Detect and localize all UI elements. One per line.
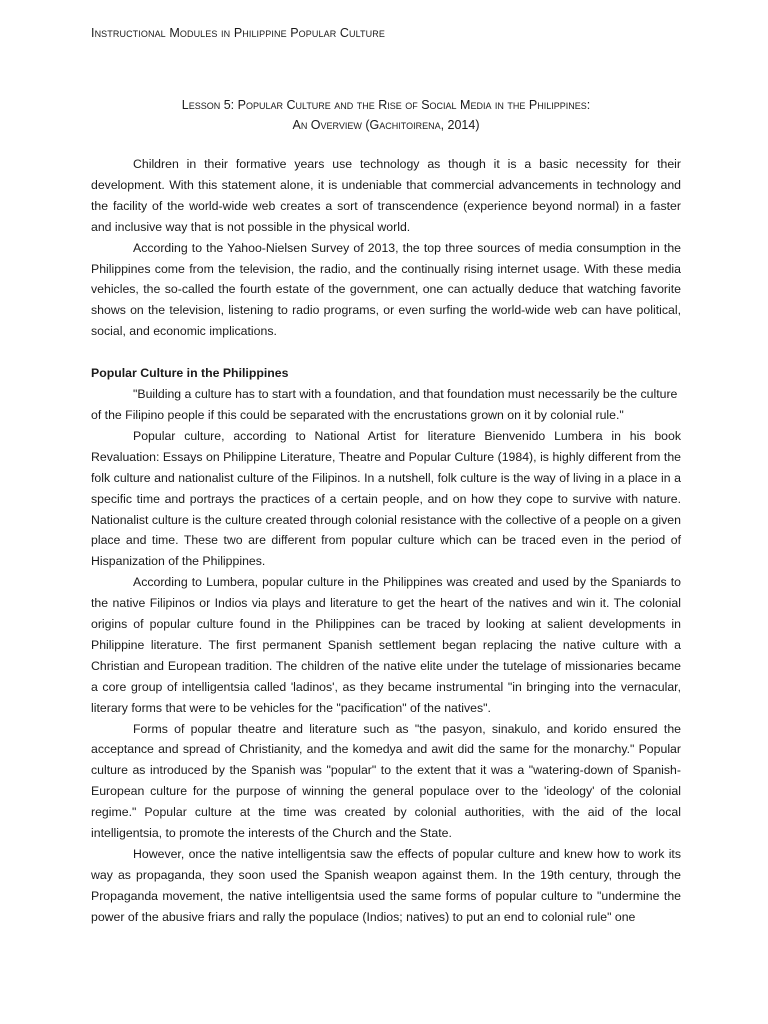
paragraph-section-3: Forms of popular theatre and literature such as "the pasyon, sinakulo, and korido ensured the acceptance and spread of Christianity, and the komedya and awit did the same for the monarchy." Popular culture as introduced by the Spanish was "popular" to the extent that it was a "watering-down of Spanish-European culture for the purpose of winning the general populace over to the 'ideology' of the colonial regime." Popular culture at the time was created by colonial authorities, with the aid of the local intelligentsia, to promote the interests of the Church and the State. [91, 721, 681, 841]
page-header: Instructional Modules in Philippine Popular Culture [91, 26, 385, 40]
paragraph-intro-1: Children in their formative years use technology as though it is a basic necessity for their development. With this statement alone, it is undeniable that commercial advancements in technology and the facility of the world-wide web creates a sort of transcendence (experience beyond normal) in a faster and inclusive way that is not possible in the physical world. [91, 157, 681, 234]
paragraph-section-4: However, once the native intelligentsia saw the effects of popular culture and knew how to work its way as propaganda, they soon used the Spanish weapon against them. In the 19th century, through the Propaganda movement, the native intelligentsia used the same forms of popular culture to "undermine the power of the abusive friars and rally the populace (Indios; natives) to put an end to colonial rule" one [91, 847, 681, 924]
paragraph-section-1: Popular culture, according to National Artist for literature Bienvenido Lumbera in his book Revaluation: Essays on Philippine Literature, Theatre and Popular Culture (1984), is highly different from the folk culture and nationalist culture of the Filipinos. In a nutshell, folk culture is the way of living in a place in a specific time and portrays the practices of a certain people, and on how they cope to survive with nature. Nationalist culture is the culture created through colonial resistance with the collective of a people on a given place and time. These two are different from popular culture which can be traced even in the period of Hispanization of the Philippines. [91, 428, 681, 569]
lesson-title-line-1: Lesson 5: Popular Culture and the Rise of Social Media in the Philippines: [181, 98, 591, 112]
quote-paragraph: "Building a culture has to start with a foundation, and that foundation must necessarily be the culture of the Filipino people if this could be separated with the encrustations grown on it by colonial rule." [91, 387, 678, 422]
body-text [91, 154, 681, 928]
section-heading: Popular Culture in the Philippines [91, 366, 289, 381]
lesson-title-line-2: An Overview (Gachitoirena, 2014) [292, 118, 480, 132]
paragraph-section-2: According to Lumbera, popular culture in the Philippines was created and used by the Spaniards to the native Filipinos or Indios via plays and literature to get the heart of the natives and win it. The colonial origins of popular culture found in the Philippines can be traced by looking at salient developments in Philippine literature. The first permanent Spanish settlement began replacing the native culture with a Christian and European tradition. The children of the native elite under the tutelage of missionaries became a core group of intelligentsia called 'ladinos', as they became instrumental "in bringing into the vernacular, literary forms that were to be vehicles for the "pacification" of the natives". [91, 575, 681, 715]
lesson-title [91, 95, 681, 135]
paragraph-intro-2: According to the Yahoo-Nielsen Survey of 2013, the top three sources of media consumption in the Philippines come from the television, the radio, and the continually rising internet usage. With these media vehicles, the so-called the fourth estate of the government, one can actually deduce that watching favorite shows on the television, listening to radio programs, or even surfing the world-wide web can have political, social, and economic implications. [91, 240, 681, 339]
